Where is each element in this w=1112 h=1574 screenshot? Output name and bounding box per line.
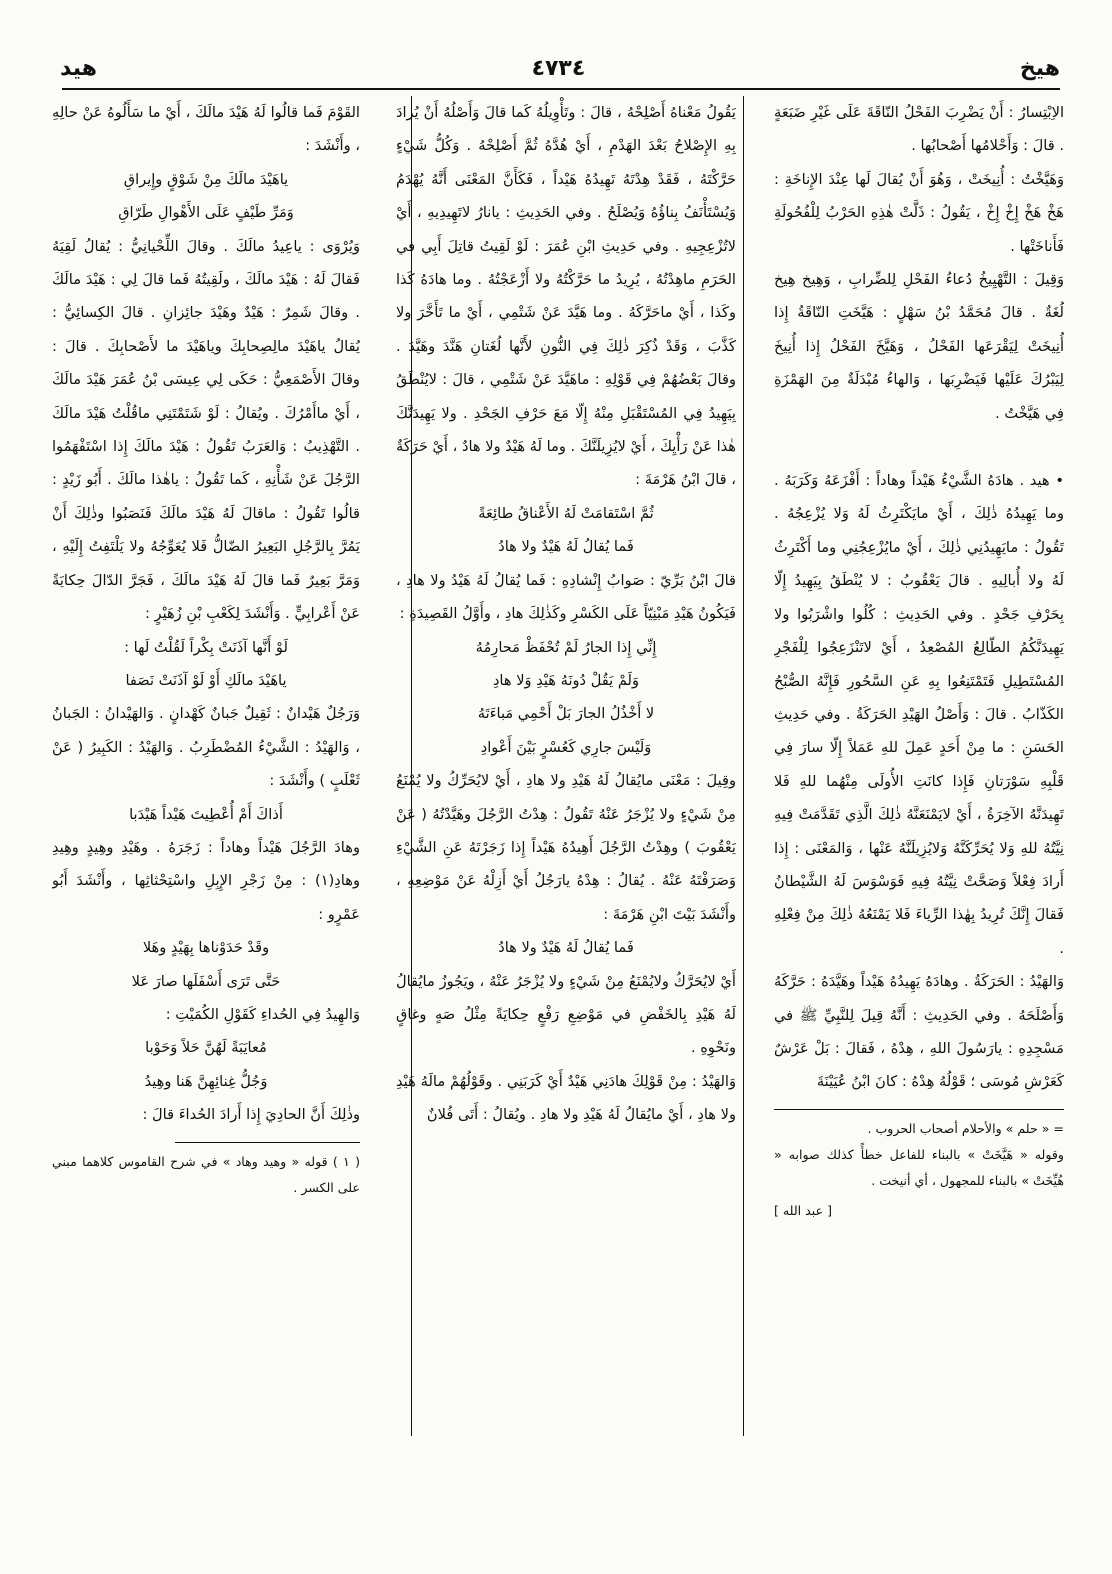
footnote: ( ١ ) قوله « وهيد وهاد » في شرح القاموس كلاهما مبني على الكسر . (52, 1153, 360, 1195)
verse-line: لا أَخْذُلُ الجارَ بَلْ أَحْمِي مَباءَتَهُ (477, 705, 655, 723)
column-divider (411, 96, 412, 1436)
header-root-word-left: هيد (60, 55, 97, 81)
paragraph: وَرَجُلٌ هَيْدانٌ : ثَقِيلٌ جَبانٌ كَهْدانٍ . وَالهَيْدانُ : الجَبانُ ، وَالهَيْدُ : الشَّيْءُ المُضْطَرِبُ . وَالهَيْدُ : الكَبِيرُ ( عَنْ ثَعْلَبٍ ) وأَنْشَدَ : (52, 705, 360, 790)
paragraph: وَالهَيْدُ : مِنْ قَوْلِكَ هادَنِي هَيْدٌ أَيْ كَرَبَنِي . وقَوْلُهُمْ مالَهُ هَيْدِ ولا هادِ ، أَيْ مايُقالُ لَهُ هَيْدِ ولا هادِ . ويُقالُ : أَتَى فُلانٌ (396, 1072, 736, 1124)
editor-signature: [ عبد الله ] (774, 1202, 833, 1218)
paragraph: وَقِيلَ : التَّهْيِيخُ دُعاءُ الفَحْلِ لِلضِّرابِ ، وَهِيخ هِيخ لُغَةٌ . قالَ مُحَمَّدُ بْنُ سَهْلٍ : هَيَّخَتِ النّاقَةُ إِذا أُنِيخَتْ لِيَقْرَعَها الفَحْلُ ، وَهَيَّخَ الفَحْلُ إِذا أُنِيخَ لِيَبْرُكَ عَلَيْها فَيَضْرِبَها ، وَالهاءُ مُبْدَلَةٌ مِنَ الهَمْزَةِ فِي هَيَّخْتُ . (774, 271, 1064, 422)
page-number: ٤٧٣٤ (531, 55, 586, 81)
column-right (774, 96, 1064, 1436)
paragraph: الاِبْتِسارُ : أَنْ يَضْرِبَ الفَحْلُ النّاقَةَ عَلَى غَيْرِ ضَبَعَةٍ . قالَ : وَأَحْلامُها أَصْحابُها . (774, 104, 1064, 155)
verse-line: حَتَّى تَرَى أَسْفَلَها صارَ عَلا (131, 972, 281, 990)
verse-line: فَما يُقالُ لَهُ هَيْدٌ ولا هادُ (498, 939, 634, 957)
footnote-rule (774, 1109, 1064, 1110)
column-middle (396, 96, 736, 1436)
footnote-rule (175, 1142, 360, 1143)
verse-line: أَذاكَ أَمْ أُعْطِيتَ هَيْداً هَيْدَبا (129, 805, 283, 823)
verse-line: مُعايَبَةً لَهُنَّ حَلاً وَحَوْبا (145, 1039, 267, 1057)
verse-line: إِنِّي إِذا الجارُ لَمْ تُحْفَظْ مَحارِمُهُ (475, 638, 657, 656)
paragraph: وَيُرْوَى : ياعِيدُ مالَكَ . وقالَ اللِّحْيانِيُّ : يُقالُ لَقِيَهُ فَقالَ لَهُ : هَيْدَ مالَكَ ، ولَقِيتُهُ فَما قالَ لِي : هَيْدَ مالَكَ . وقالَ شَمِرٌ : هَيْدٌ وهَيْدَ جائِزانِ . قالَ الكِسائِيُّ : يُقالُ ياهَيْدَ مالِصِحابِكَ وياهَيْدَ ما لأَصْحابِكَ . قالَ : وقالَ الأَصْمَعِيُّ : حَكَى لِي عِيسَى بْنُ عُمَرَ هَيْدَ مالَكَ ، أَيْ ماأَمْرُكَ . ويُقالُ : لَوْ شَتَمْتَنِي ماقُلْتُ هَيْدَ مالَكَ . التَّهْذِيبُ : وَالعَرَبُ تَقُولُ : هَيْدَ مالَكَ إِذا اسْتَفْهَمُوا الرَّجُلَ عَنْ شَأْنِهِ ، كَما تَقُولُ : ياهٰذا مالَكَ . أَبُو زَيْدٍ : قالُوا تَقُولُ : ماقالَ لَهُ هَيْدَ مالَكَ فَنَصَبُوا وذٰلِكَ أَنْ يَمُرَّ بِالرَّجُلِ البَعِيرُ الضّالُّ فَلا يُعَوِّجُهُ ولا يَلْتَفِتُ إِلَيْهِ ، وَمَرَّ بَعِيرٌ فَما قالَ لَهُ هَيْدَ مالَكَ ، فَجَرَّ الدّالَ حِكايَةً عَنْ أَعْرابِيٍّ . وَأَنْشَدَ لِكَعْبِ بْنِ زُهَيْرٍ : (52, 237, 360, 623)
column-divider (743, 96, 744, 1436)
verse-line: وقَدْ حَدَوْناها بِهَيْدٍ وهَلا (142, 939, 270, 957)
verse-line: وَلَمْ يَقُلْ دُونَهُ هَيْدِ وَلا هادِ (492, 671, 640, 689)
page-header (60, 48, 1060, 88)
paragraph: وذٰلِكَ أَنَّ الحادِيَ إِذا أَرادَ الحُداءَ قالَ : (142, 1106, 360, 1124)
paragraph: وَالهَيْدُ : الحَرَكَةُ . وهادَهُ يَهِيدُهُ هَيْداً وهَيَّدَهُ : حَرَّكَهُ وَأَصْلَحَهُ . وفي الحَدِيثِ : أَنَّهُ قِيلَ لِلنَّبِيِّ ﷺ في مَسْجِدِهِ : يارَسُولَ اللهِ ، هِدْهُ ، فَقالَ : بَلْ عَرْشٌ كَعَرْشِ مُوسَى ؛ قَوْلُهُ هِدْهُ : كانَ ابْنُ عُيَيْنَةَ (774, 973, 1064, 1091)
paragraph: يَقُولُ مَعْناهُ أَصْلِحْهُ ، قالَ : وتَأْوِيلُهُ كَما قالَ وَأَصْلُهُ أَنْ يُرادَ بِهِ الإِصْلاحُ بَعْدَ الهَدْمِ ، أَيْ هُدَّهُ ثُمَّ أَصْلِحْهُ . وَكُلُّ شَيْءٍ حَرَّكْتَهُ ، فَقَدْ هِدْتَهُ تَهِيدُهُ هَيْداً ، فَكَأَنَّ المَعْنَى أَنَّهُ يُهْدَمُ وَيُسْتَأْنَفُ بِناؤُهُ وَيُصْلَحُ . وفي الحَدِيثِ : يانارُ لاتَهِيدِيهِ ، أَيْ لاتُزْعِجِيهِ . وفي حَدِيثِ ابْنِ عُمَرَ : لَوْ لَقِيتُ قاتِلَ أَبِي في الحَرَمِ ماهِدْتُهُ ، يُرِيدُ ما حَرَّكْتُهُ ولا أَزْعَجْتُهُ . وما هادَهُ كَذا وكَذا ، أَيْ ماحَرَّكَهُ . وما هَيَّدَ عَنْ شَتْمِي ، أَيْ ما تَأَخَّرَ ولا كَذَّبَ ، وَقَدْ ذُكِرَ ذٰلِكَ فِي النُّونِ لأَنَّها لُغَتانِ هَنَّدَ وهَيَّدَ . وقالَ بَعْضُهُمْ فِي قَوْلِهِ : ماهَيَّدَ عَنْ شَتْمِي ، قالَ : لايُنْطَقُ بِيَهِيدُ فِي المُسْتَقْبَلِ مِنْهُ إِلّا مَعَ حَرْفِ الجَحْدِ . ولا يَهِيدَنَّكَ هٰذا عَنْ رَأْيِكَ ، أَيْ لايُزِيلَنَّكَ . وما لَهُ هَيْدٌ ولا هادٌ ، أَيْ حَرَكَةٌ ، قالَ ابْنُ هَرْمَةَ : (396, 104, 736, 489)
paragraph: وهادَ الرَّجُلَ هَيْداً وهاداً : زَجَرَهُ . وهَيْدِ وهِيدٍ وهِيدِ وهادِ(١) : مِنْ زَجْرِ الإِبِلِ واسْتِحْثاثِها ، وأَنْشَدَ أَبُو عَمْرٍو : (52, 838, 360, 923)
header-rule (62, 88, 1060, 90)
paragraph: وَالهِيدُ فِي الحُداءِ كَقَوْلِ الكُمَيْتِ : (165, 1005, 360, 1023)
entry-paragraph: • هيد . هادَهُ الشَّيْءُ هَيْداً وهاداً : أَفْزَعَهُ وَكَرَبَهُ . وما يَهِيدُهُ ذٰلِكَ ، أَيْ مايَكْتَرِثُ لَهُ وَلا يُزْعِجُهُ . تَقُولُ : مايَهِيدُنِي ذٰلِكَ ، أَيْ مايُزْعِجُنِي وما أَكْتَرِثُ لَهُ ولا أُبالِيهِ . قالَ يَعْقُوبُ : لا يُنْطَقُ بِيَهِيدُ إِلّا بِحَرْفِ جَحْدٍ . وفي الحَدِيثِ : كُلُوا واشْرَبُوا ولا يَهِيدَنَّكُمُ الطّالِعُ المُصْعِدُ ، أَيْ لاتَنْزَعِجُوا لِلْفَجْرِ المُسْتَطِيلِ فَتَمْتَنِعُوا بِهِ عَنِ السَّحُورِ فَإِنَّهُ الصُّبْحُ الكَذّابُ . قالَ : وَأَصْلُ الهَيْدِ الحَرَكَةُ . وفي حَدِيثِ الحَسَنِ : ما مِنْ أَحَدٍ عَمِلَ للهِ عَمَلاً إِلّا سارَ فِي قَلْبِهِ سَوْرَتانِ فَإِذا كانَتِ الأُولَى مِنْهُما للهِ فَلا تَهِيدَنَّهُ الآخِرَةُ ، أَيْ لايَمْنَعَنَّهُ ذٰلِكَ الَّذِي تَقَدَّمَتْ فِيهِ نِيَّتُهُ للهِ وَلا يُحَرِّكَنَّهُ وَلايُزِيلَنَّهُ عَنْها ، وَالمَعْنَى : إِذا أَرادَ فِعْلاً وَصَحَّتْ نِيَّتُهُ فِيهِ فَوَسْوَسَ لَهُ الشَّيْطانُ فَقالَ إِنَّكَ تُرِيدُ بِهٰذا الرِّياءَ فَلا يَمْنَعُهُ ذٰلِكَ مِنْ فِعْلِهِ . (774, 472, 1064, 957)
verse-line: ياهَيْدَ مالَكِ أَوْ لَوْ آذَنَتْ نَصَفا (125, 671, 287, 689)
verse-line: ياهَيْدَ مالَكَ مِنْ شَوْقٍ وإِيراقِ (123, 170, 289, 188)
footnote: وقوله « هَيَّخَتْ » بالبناء للفاعل خطأً كذلك صوابه « هُيِّخَتْ » بالبناء للمجهول ، أي أنيخت . (774, 1146, 1064, 1188)
verse-line: وَجُلُّ غِنائِهِنَّ هَنا وهِيدُ (144, 1072, 268, 1090)
verse-line: وَمَرِّ طَيْفٍ عَلَى الأَهْوالِ طَرّاقِ (118, 204, 294, 222)
header-root-word-right: هيخ (1019, 55, 1060, 81)
verse-line: فَما يُقالُ لَهُ هَيْدٌ ولا هادُ (498, 538, 634, 556)
paragraph: قالَ ابْنُ بَرِّيّ : صَوابُ إِنْشادِهِ : فَما يُقالُ لَهُ هَيْدُ ولا هادِ ، فَيَكُونُ هَيْدِ مَبْنِيّاً عَلَى الكَسْرِ وكَذٰلِكَ هادِ ، وأَوَّلُ القَصِيدَةِ : (396, 571, 736, 623)
verse-line: لَوْ أَنَّها آذَنَتْ بِكْراً لَقُلْتُ لَها : (124, 638, 288, 656)
paragraph: وقِيلَ : مَعْنَى مايُقالُ لَهُ هَيْدِ ولا هادِ ، أَيْ لايُحَرِّكُ ولا يُمْنَعُ مِنْ شَيْءٍ ولا يُزْجَرُ عَنْهُ تَقُولُ : هِدْتُ الرَّجُلَ وهَيَّدْتُهُ ( عَنْ يَعْقُوبَ ) وهِدْتُ الرَّجُلَ أَهِيدُهُ هَيْداً إِذا زَجَرْتَهُ عَنِ الشَّيْءِ وَصَرَفْتَهُ عَنْهُ . يُقالُ : هِدْهُ يارَجُلُ أَيْ أَزِلْهُ عَنْ مَوْضِعِهِ ، وأَنْشَدَ بَيْتَ ابْنِ هَرْمَةَ : (396, 772, 736, 923)
verse-line: ثُمَّ اسْتَقامَتْ لَهُ الأَعْناقُ طائِعَةً (478, 504, 654, 522)
verse-line: وَلَيْسَ جارِي كَعُسْرٍ بَيْنَ أَعْوادِ (480, 738, 652, 756)
paragraph: أَيْ لايُحَرَّكُ ولايُمْنَعُ مِنْ شَيْءٍ ولا يُزْجَرُ عَنْهُ ، ويَجُوزُ مايُقالُ لَهُ هَيْدِ بِالخَفْضِ في مَوْضِعِ رَفْعٍ حِكايَةً مِثْلُ صَهٍ وغاقٍ ونَحْوِهِ . (396, 972, 736, 1057)
paragraph: وَهَيَّخْتُ : أُنِيخَتْ ، وَهُوَ أَنْ يُقالَ لَها عِنْدَ الإِناخَةِ : هَخْ هَخْ إِخْ إِخْ ، يَقُولُ : ذَلَّتْ هٰذِهِ الحَرْبُ لِلْفُحُولَةِ فَأَناخَتْها . (774, 170, 1064, 255)
footnote: = « حلم » والأحلام أصحاب الحروب . (867, 1120, 1064, 1136)
paragraph: القَوْمَ فَما قالُوا لَهُ هَيْدَ مالَكَ ، أَيْ ما سَأَلُوهُ عَنْ حالِهِ ، وأَنْشَدَ : (52, 104, 360, 155)
column-left (52, 96, 360, 1436)
